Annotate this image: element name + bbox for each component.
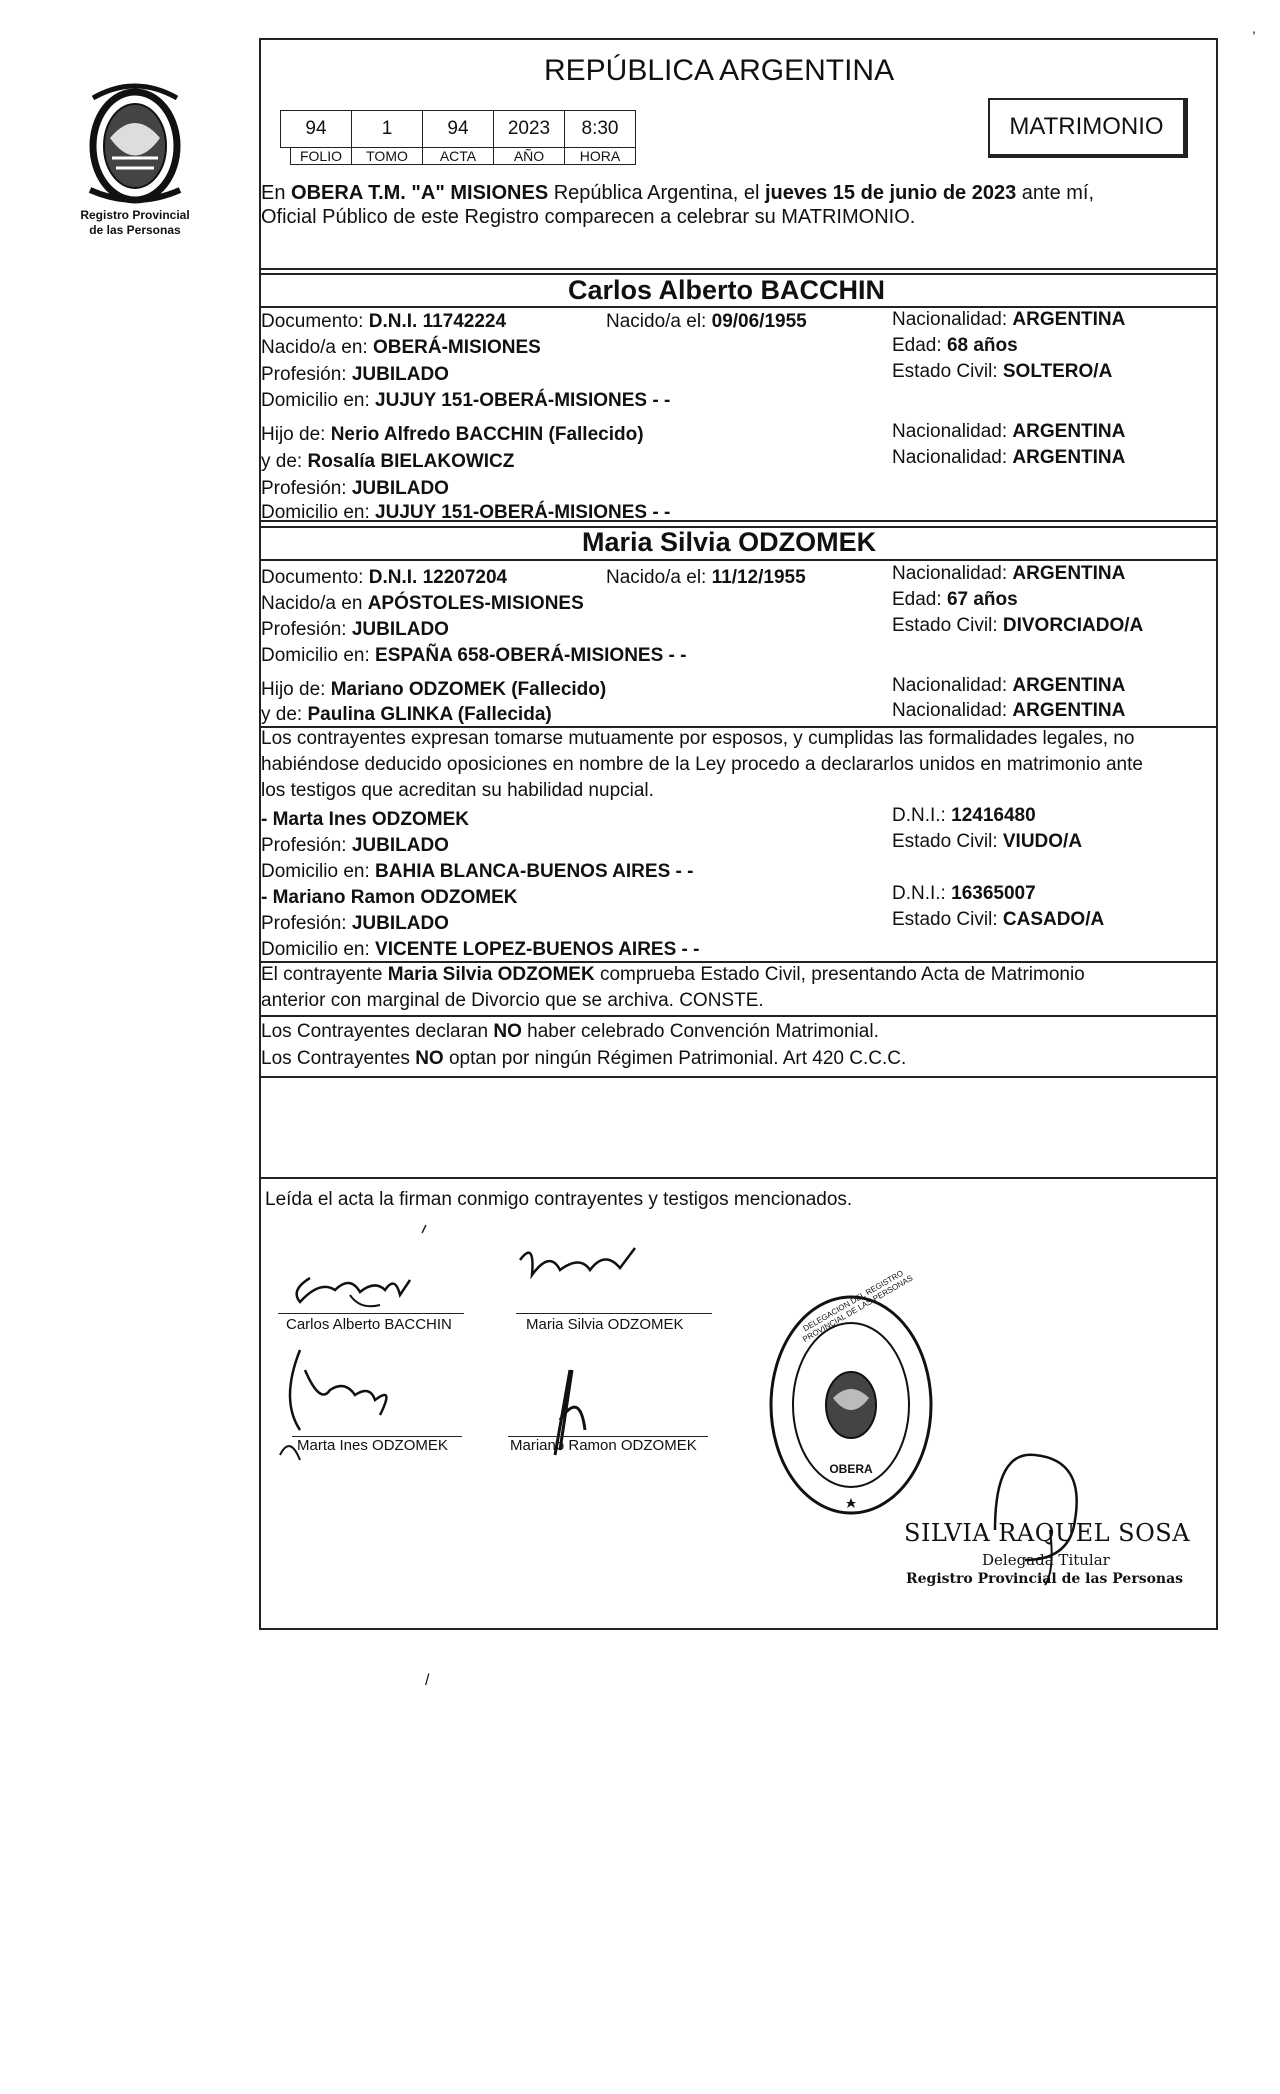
official-name: SILVIA RAQUEL SOSA — [904, 1519, 1191, 1547]
folio-value: 94 — [280, 110, 352, 148]
value: 11/12/1955 — [711, 567, 806, 588]
value: D.N.I. 12207204 — [368, 567, 508, 588]
value: Nerio Alfredo BACCHIN (Fallecido) — [330, 424, 644, 445]
witness2-profession — [261, 912, 449, 936]
label: Estado Civil: — [892, 909, 1003, 930]
signature-name-4: Mariano Ramon ODZOMEK — [510, 1437, 697, 1454]
emphasis: NO — [493, 1021, 522, 1042]
label: Profesión: — [261, 619, 352, 640]
label: Nacionalidad: — [892, 563, 1013, 584]
witness2-name: - Mariano Ramon ODZOMEK — [261, 887, 518, 908]
declaration-line3: los testigos que acreditan su habilidad nupcial. — [261, 780, 654, 801]
text: optan por ningún Régimen Patrimonial. Art 420 C.C.C. — [443, 1048, 907, 1069]
spouse1-parent-profession — [261, 477, 449, 501]
stamp-ring-text: DELEGACION DEL REGISTRO PROVINCIAL DE LAS PERSONAS — [801, 1268, 915, 1344]
signature-name-2: Maria Silvia ODZOMEK — [526, 1316, 684, 1333]
text: comprueba Estado Civil, presentando Acta de Matrimonio — [594, 964, 1085, 985]
spouse2-doc — [261, 566, 507, 590]
spouse1-birthplace — [261, 336, 541, 360]
spouse2-father-nationality — [892, 674, 1125, 698]
value: JUBILADO — [351, 478, 449, 499]
witness1-dni — [892, 804, 1036, 828]
corner-mark: , — [1252, 20, 1256, 36]
label: y de: — [261, 451, 308, 472]
label: Profesión: — [261, 835, 352, 856]
province-logo — [60, 78, 210, 248]
value: 09/06/1955 — [711, 311, 807, 332]
value: DIVORCIADO/A — [1002, 615, 1144, 636]
label: Domicilio en: — [261, 645, 376, 666]
emphasis: NO — [415, 1048, 444, 1069]
signature-name-3: Marta Ines ODZOMEK — [297, 1437, 448, 1454]
value: VICENTE LOPEZ-BUENOS AIRES - - — [375, 939, 700, 960]
value: ARGENTINA — [1012, 700, 1126, 721]
witness1-civil-status — [892, 830, 1082, 854]
label: Documento: — [261, 311, 369, 332]
value: 68 años — [946, 335, 1018, 356]
spouse1-father — [261, 423, 644, 447]
label: Nacionalidad: — [892, 421, 1013, 442]
intro-place: OBERA T.M. "A" MISIONES — [291, 182, 549, 204]
witness1-profession — [261, 834, 449, 858]
intro-text-c: República Argentina, el — [548, 182, 765, 204]
spouse1-address — [261, 389, 670, 413]
value: 67 años — [946, 589, 1018, 610]
tomo-value: 1 — [351, 110, 423, 148]
value: JUJUY 151-OBERÁ-MISIONES - - — [375, 390, 671, 411]
value: Paulina GLINKA (Fallecida) — [307, 704, 552, 725]
spouse2-father — [261, 678, 606, 702]
official-stamp — [766, 1290, 936, 1520]
spouse1-mother — [261, 450, 514, 474]
ano-label: AÑO — [493, 147, 565, 165]
value: CASADO/A — [1002, 909, 1105, 930]
spouse1-nationality — [892, 308, 1125, 332]
label: Estado Civil: — [892, 831, 1003, 852]
witness1-name: - Marta Ines ODZOMEK — [261, 809, 469, 830]
label: Hijo de: — [261, 424, 331, 445]
intro-date: jueves 15 de junio de 2023 — [764, 182, 1017, 204]
value: ARGENTINA — [1012, 447, 1126, 468]
stray-mark: / — [425, 1672, 430, 1689]
label: Nacido/a en: — [261, 337, 373, 358]
official-registry: Registro Provincial de las Personas — [906, 1571, 1184, 1587]
label: Hijo de: — [261, 679, 331, 700]
value: ESPAÑA 658-OBERÁ-MISIONES - - — [375, 645, 687, 666]
label: Nacido/a en — [261, 593, 368, 614]
value: ARGENTINA — [1012, 309, 1126, 330]
label: Nacionalidad: — [892, 447, 1013, 468]
value: JUBILADO — [351, 619, 449, 640]
doc-type-label: MATRIMONIO — [1009, 113, 1164, 140]
spouse1-civil-status — [892, 360, 1112, 384]
spouse2-civil-status — [892, 614, 1143, 638]
witness2-address — [261, 938, 699, 962]
logo-caption-line1: Registro Provincial — [80, 208, 190, 222]
signature-name-1: Carlos Alberto BACCHIN — [286, 1316, 452, 1333]
stamp-seal-icon — [766, 1290, 936, 1520]
label: Profesión: — [261, 478, 352, 499]
value: 16365007 — [951, 883, 1036, 904]
label: Nacionalidad: — [892, 700, 1013, 721]
label: D.N.I.: — [892, 805, 952, 826]
intro-text-e: ante mí, — [1016, 182, 1095, 204]
spouse1-age — [892, 334, 1018, 358]
label: Estado Civil: — [892, 615, 1003, 636]
spouse2-name: Maria Silvia ODZOMEK — [582, 527, 877, 557]
value: OBERÁ-MISIONES — [372, 337, 541, 358]
value: JUBILADO — [351, 913, 449, 934]
value: JUBILADO — [351, 835, 449, 856]
value: ARGENTINA — [1012, 675, 1126, 696]
value: JUBILADO — [351, 364, 449, 385]
spouse1-doc — [261, 310, 506, 334]
declaration-line2: habiéndose deducido oposiciones en nombre de la Ley procedo a declararlos unidos en matrimonio ante — [261, 754, 1143, 775]
label: Edad: — [892, 589, 947, 610]
value: 12416480 — [951, 805, 1036, 826]
value: SOLTERO/A — [1002, 361, 1113, 382]
intro-line2: Oficial Público de este Registro comparecen a celebrar su MATRIMONIO. — [261, 206, 916, 228]
label: Profesión: — [261, 364, 352, 385]
stamp-city: OBERA — [829, 1462, 873, 1476]
label: Nacido/a el: — [606, 567, 712, 588]
spouse1-father-nationality — [892, 420, 1125, 444]
acta-value: 94 — [422, 110, 494, 148]
label: Domicilio en: — [261, 939, 376, 960]
folio-label: FOLIO — [290, 147, 352, 165]
official-title: Delegada Titular — [982, 1551, 1110, 1569]
value: D.N.I. 11742224 — [368, 311, 507, 332]
label: y de: — [261, 704, 308, 725]
hora-label: HORA — [564, 147, 636, 165]
spouse2-nationality — [892, 562, 1125, 586]
doc-type-box — [988, 98, 1188, 158]
spouse1-born — [606, 310, 807, 334]
spouse1-name: Carlos Alberto BACCHIN — [568, 275, 886, 305]
label: Domicilio en: — [261, 502, 376, 523]
value: ARGENTINA — [1012, 421, 1126, 442]
convention-line2 — [261, 1047, 906, 1071]
value: VIUDO/A — [1002, 831, 1083, 852]
convention-line1 — [261, 1020, 879, 1044]
spouse1-profession — [261, 363, 449, 387]
value: APÓSTOLES-MISIONES — [367, 593, 584, 614]
note-line2: anterior con marginal de Divorcio que se archiva. CONSTE. — [261, 990, 764, 1011]
province-emblem-icon — [60, 78, 210, 208]
spouse1-mother-nationality — [892, 446, 1125, 470]
intro-text-a: En — [261, 182, 292, 204]
text: Los Contrayentes — [261, 1048, 416, 1069]
label: Domicilio en: — [261, 390, 376, 411]
spouse2-age — [892, 588, 1018, 612]
witness1-address — [261, 860, 693, 884]
label: Nacionalidad: — [892, 675, 1013, 696]
spouse2-profession — [261, 618, 449, 642]
name: Maria Silvia ODZOMEK — [387, 964, 595, 985]
label: Edad: — [892, 335, 947, 356]
text: El contrayente — [261, 964, 388, 985]
declaration-line1: Los contrayentes expresan tomarse mutuamente por esposos, y cumplidas las formalidades legales, no — [261, 728, 1135, 749]
country-title: REPÚBLICA ARGENTINA — [544, 54, 895, 87]
spouse2-born — [606, 566, 806, 590]
logo-caption-line2: de las Personas — [89, 223, 181, 237]
value: ARGENTINA — [1012, 563, 1126, 584]
witness2-dni — [892, 882, 1036, 906]
text: haber celebrado Convención Matrimonial. — [521, 1021, 879, 1042]
witness2-civil-status — [892, 908, 1104, 932]
label: Estado Civil: — [892, 361, 1003, 382]
spouse2-address — [261, 644, 686, 668]
value: JUJUY 151-OBERÁ-MISIONES - - — [375, 502, 671, 523]
ano-value: 2023 — [493, 110, 565, 148]
spouse2-mother — [261, 703, 552, 727]
value: Mariano ODZOMEK (Fallecido) — [330, 679, 607, 700]
text: Los Contrayentes declaran — [261, 1021, 494, 1042]
value: BAHIA BLANCA-BUENOS AIRES - - — [375, 861, 694, 882]
label: Profesión: — [261, 913, 352, 934]
hora-value: 8:30 — [564, 110, 636, 148]
label: D.N.I.: — [892, 883, 952, 904]
closing-text: Leída el acta la firman conmigo contrayentes y testigos mencionados. — [265, 1189, 853, 1210]
tomo-label: TOMO — [351, 147, 423, 165]
label: Nacido/a el: — [606, 311, 712, 332]
acta-label: ACTA — [422, 147, 494, 165]
label: Nacionalidad: — [892, 309, 1013, 330]
label: Documento: — [261, 567, 369, 588]
intro-line1 — [261, 181, 1094, 205]
spouse2-birthplace — [261, 592, 584, 616]
value: Rosalía BIELAKOWICZ — [307, 451, 515, 472]
note-line1 — [261, 963, 1085, 987]
label: Domicilio en: — [261, 861, 376, 882]
spouse2-mother-nationality — [892, 699, 1125, 723]
